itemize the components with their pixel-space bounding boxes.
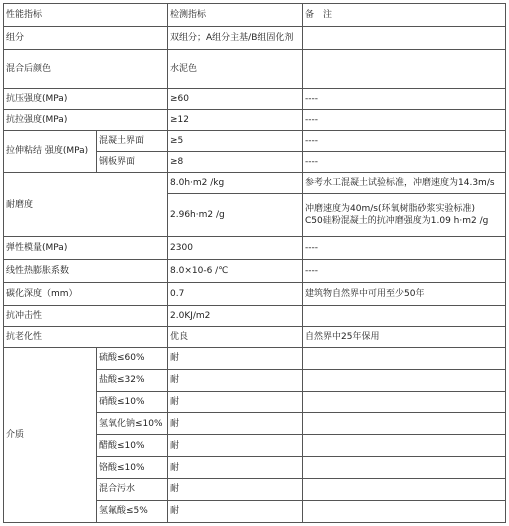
label-compressive: 抗压强度(MPa): [4, 89, 168, 110]
value-aging: 优良: [168, 326, 303, 347]
media-name: 醋酸≤10%: [97, 435, 168, 457]
media-note: [303, 391, 506, 413]
media-name: 氢氟酸≤5%: [97, 500, 168, 522]
media-result: 耐: [168, 413, 303, 435]
note-composition: [303, 26, 506, 49]
header-remarks: 备 注: [303, 4, 506, 27]
table-row: [4, 306, 506, 327]
media-name: 硫酸≤60%: [97, 347, 168, 369]
media-result: 耐: [168, 347, 303, 369]
table-row: [4, 347, 506, 369]
label-impact: 抗冲击性: [4, 306, 168, 327]
note-abrasion-2: [303, 193, 506, 237]
note-impact: [303, 306, 506, 327]
media-name: 氢氧化钠≤10%: [97, 413, 168, 435]
note-compressive: ----: [303, 89, 506, 110]
table-row: [4, 131, 506, 152]
note-steel-interface: ----: [303, 151, 506, 172]
value-abrasion-1: 8.0h·m2 /kg: [168, 172, 303, 193]
media-note: [303, 500, 506, 522]
media-note: [303, 435, 506, 457]
label-media: 介质: [4, 347, 97, 522]
value-impact: 2.0KJ/m2: [168, 306, 303, 327]
value-composition: 双组分；A组分主基/B组固化剂: [168, 26, 303, 49]
media-result: 耐: [168, 369, 303, 391]
media-result: 耐: [168, 457, 303, 479]
table-row: [4, 89, 506, 110]
note-abrasion-2-line1: 冲磨速度为40m/s(环氧树脂砂浆实验标准): [305, 203, 475, 214]
value-modulus: 2300: [168, 237, 303, 260]
label-aging: 抗老化性: [4, 326, 168, 347]
value-concrete-interface: ≥5: [168, 131, 303, 152]
label-concrete-interface: 混凝土界面: [97, 131, 168, 152]
media-name: 盐酸≤32%: [97, 369, 168, 391]
label-steel-interface: 钢板界面: [97, 151, 168, 172]
performance-spec-table: [3, 3, 506, 523]
media-note: [303, 479, 506, 501]
table-row: [4, 49, 506, 89]
label-thermal-expansion: 线性热膨胀系数: [4, 260, 168, 283]
note-abrasion-2-line2: C50硅粉混凝土的抗冲磨强度为1.09 h·m2 /g: [305, 215, 489, 226]
label-bond-strength: 拉伸粘结 强度(MPa): [4, 131, 97, 173]
media-result: 耐: [168, 500, 303, 522]
value-carbonation: 0.7: [168, 283, 303, 306]
value-tensile: ≥12: [168, 110, 303, 131]
table-row: [4, 237, 506, 260]
note-tensile: ----: [303, 110, 506, 131]
media-result: 耐: [168, 435, 303, 457]
media-name: 铬酸≤10%: [97, 457, 168, 479]
label-abrasion: 耐磨度: [4, 172, 168, 237]
note-modulus: ----: [303, 237, 506, 260]
note-abrasion-1: 参考水工混凝土试验标准，冲磨速度为14.3m/s: [303, 172, 506, 193]
label-mixed-color: 混合后颜色: [4, 49, 168, 89]
note-thermal-expansion: ----: [303, 260, 506, 283]
label-tensile: 抗拉强度(MPa): [4, 110, 168, 131]
media-note: [303, 369, 506, 391]
note-carbonation: 建筑物自然界中可用至少50年: [303, 283, 506, 306]
value-steel-interface: ≥8: [168, 151, 303, 172]
media-name: 硝酸≤10%: [97, 391, 168, 413]
media-result: 耐: [168, 479, 303, 501]
header-performance-index: 性能指标: [4, 4, 168, 27]
value-mixed-color: 水泥色: [168, 49, 303, 89]
note-concrete-interface: ----: [303, 131, 506, 152]
value-thermal-expansion: 8.0×10-6 /℃: [168, 260, 303, 283]
table-row: [4, 110, 506, 131]
media-name: 混合污水: [97, 479, 168, 501]
value-compressive: ≥60: [168, 89, 303, 110]
media-note: [303, 347, 506, 369]
header-row: [4, 4, 506, 27]
table-row: [4, 26, 506, 49]
table-row: [4, 283, 506, 306]
media-note: [303, 413, 506, 435]
table-row: [4, 260, 506, 283]
table-row: [4, 326, 506, 347]
label-modulus: 弹性模量(MPa): [4, 237, 168, 260]
label-composition: 组分: [4, 26, 168, 49]
label-carbonation: 碳化深度（mm）: [4, 283, 168, 306]
note-mixed-color: [303, 49, 506, 89]
value-abrasion-2: 2.96h·m2 /g: [168, 193, 303, 237]
note-aging: 自然界中25年保用: [303, 326, 506, 347]
media-result: 耐: [168, 391, 303, 413]
table-row: [4, 172, 506, 193]
header-test-index: 检测指标: [168, 4, 303, 27]
media-note: [303, 457, 506, 479]
